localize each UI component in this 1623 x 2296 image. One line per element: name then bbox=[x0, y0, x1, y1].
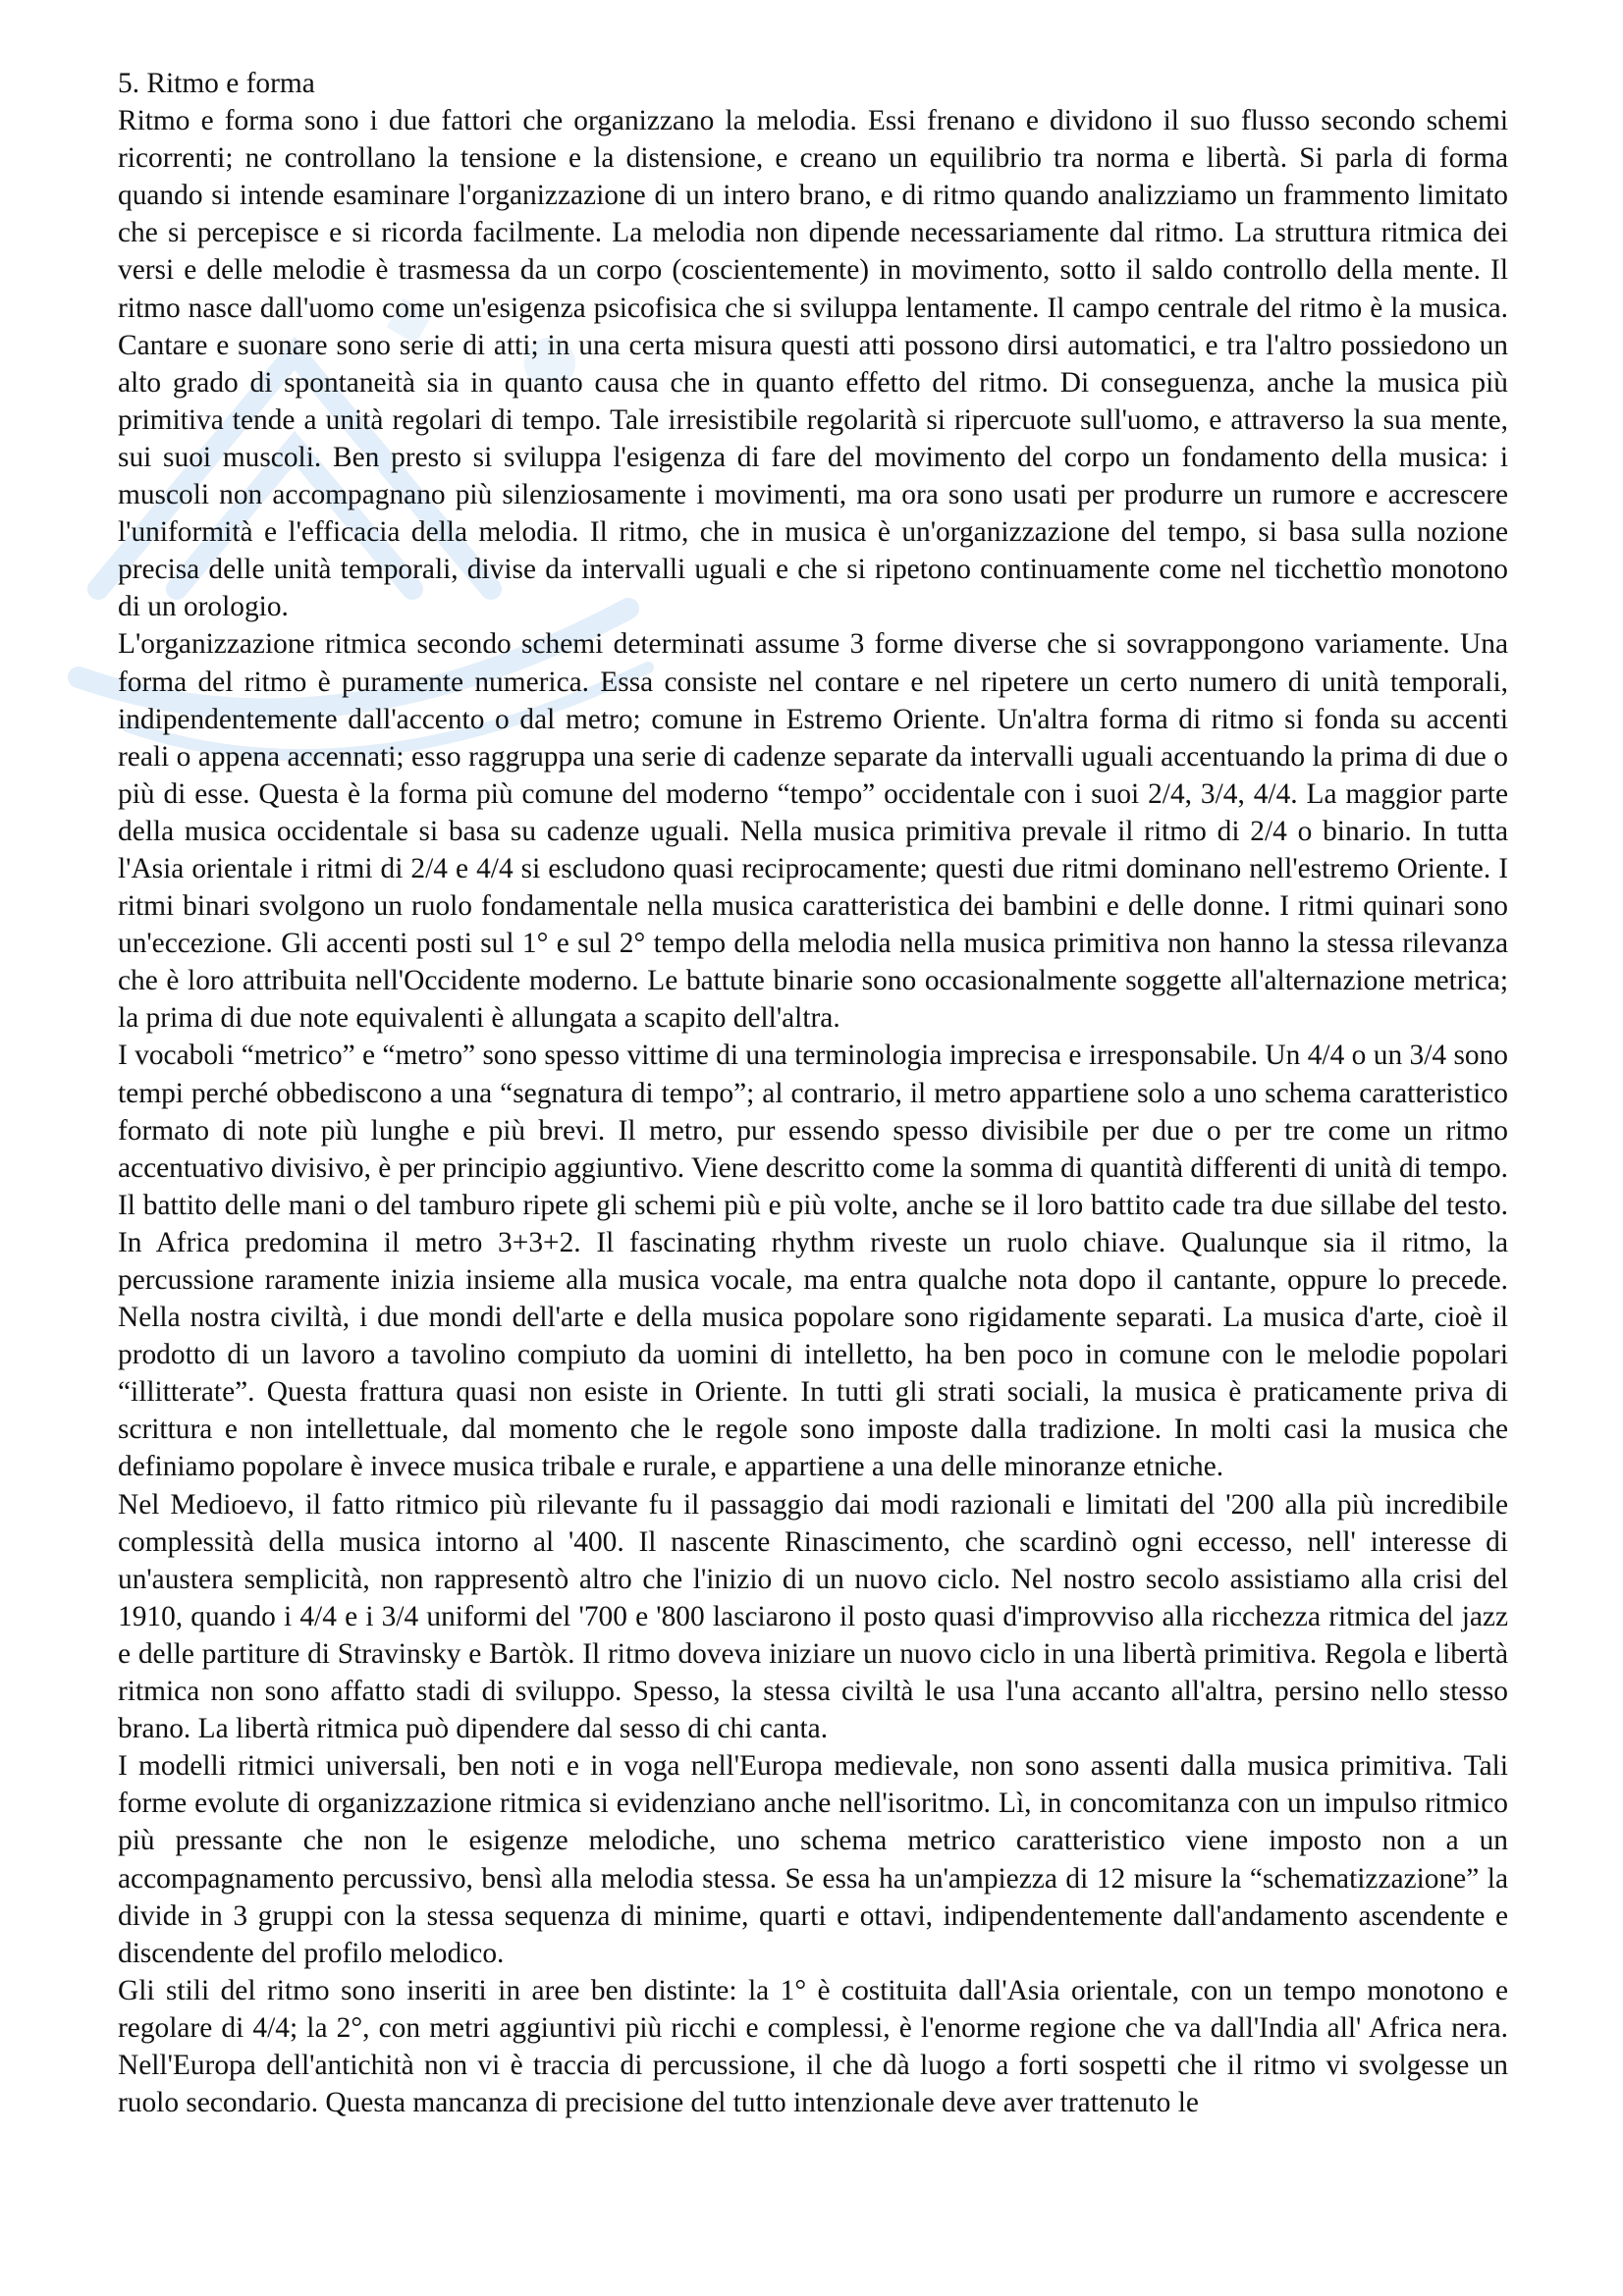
paragraph-rhythm-styles: Gli stili del ritmo sono inseriti in aree ben distinte: la 1° è costituita dall'Asia orientale, con un tempo monotono e regolare di 4/4; la 2°, con metri aggiuntivi più ricchi e complessi, è l'enorme regione che va dall'India all' Africa nera. Nell'Europa dell'antichità non vi è traccia di percussione, il che dà luogo a forti sospetti che il ritmo vi svolgesse un ruolo secondario. Questa mancanza di precisione del tutto intenzionale deve aver trattenuto le bbox=[118, 1974, 1508, 2119]
paragraph-rhythm-and-form: Ritmo e forma sono i due fattori che organizzano la melodia. Essi frenano e dividono il suo flusso secondo schemi ricorrenti; ne controllano la tensione e la distensione, e creano un equilibrio tra norma e libertà. Si parla di forma quando si intende esaminare l'organizzazione di un intero brano, e di ritmo quando analizziamo un frammento limitato che si percepisce e si ricorda facilmente. La melodia non dipende necessariamente dal ritmo. La struttura ritmica dei versi e delle melodie è trasmessa da un corpo (coscientemente) in movimento, sotto il saldo controllo della mente. Il ritmo nasce dall'uomo come un'esigenza psicofisica che si sviluppa lentamente. Il campo centrale del ritmo è la musica. Cantare e suonare sono serie di atti; in una certa misura questi atti possono dirsi automatici, e tra l'altro possiedono un alto grado di spontaneità sia in quanto causa che in quanto effetto del ritmo. Di conseguenza, anche la musica più primitiva tende a unità regolari di tempo. Tale irresistibile regolarità si ripercuote sull'uomo, e attraverso la sua mente, sui suoi muscoli. Ben presto si sviluppa l'esigenza di fare del movimento del corpo un fondamento della musica: i muscoli non accompagnano più silenziosamente i movimenti, ma ora sono usati per produrre un rumore e accrescere l'uniformità e l'efficacia della melodia. Il ritmo, che in musica è un'organizzazione del tempo, si basa sulla nozione precisa delle unità temporali, divise da intervalli uguali e che si ripetono continuamente come nel ticchettìo monotono di un orologio. bbox=[118, 105, 1508, 623]
paragraph-universal-models: I modelli ritmici universali, ben noti e in voga nell'Europa medievale, non sono assenti dalla musica primitiva. Tali forme evolute di organizzazione ritmica si evidenziano anche nell'isoritmo. Lì, in concomitanza con un impulso ritmico più pressante che non le esigenze melodiche, uno schema metrico caratteristico viene imposto non a un accompagnamento percussivo, bensì alla melodia stessa. Se essa ha un'ampiezza di 12 misure la “schematizzazione” la divide in 3 gruppi con la stessa sequenza di minime, quarti e ottavi, indipendentemente dall'andamento ascendente e discendente del profilo melodico. bbox=[118, 1750, 1508, 1969]
paragraph-rhythmic-organization: L'organizzazione ritmica secondo schemi determinati assume 3 forme diverse che si sovrappongono variamente. Una forma del ritmo è puramente numerica. Essa consiste nel contare e nel ripetere un certo numero di unità temporali, indipendentemente dall'accento o dal metro; comune in Estremo Oriente. Un'altra forma di ritmo si fonda su accenti reali o appena accennati; esso raggruppa una serie di cadenze separate da intervalli uguali accentuando la prima di due o più di esse. Questa è la forma più comune del moderno “tempo” occidentale con i suoi 2/4, 3/4, 4/4. La maggior parte della musica occidentale si basa su cadenze uguali. Nella musica primitiva prevale il ritmo di 2/4 o binario. In tutta l'Asia orientale i ritmi di 2/4 e 4/4 si escludono quasi reciprocamente; questi due ritmi dominano nell'estremo Oriente. I ritmi binari svolgono un ruolo fondamentale nella musica caratteristica dei bambini e delle donne. I ritmi quinari sono un'eccezione. Gli accenti posti sul 1° e sul 2° tempo della melodia nella musica primitiva non hanno la stessa rilevanza che è loro attribuita nell'Occidente moderno. Le battute binarie sono occasionalmente soggette all'alternazione metrica; la prima di due note equivalenti è allungata a scapito dell'altra. bbox=[118, 628, 1508, 1035]
document-body bbox=[118, 65, 1508, 2121]
paragraph-middle-ages: Nel Medioevo, il fatto ritmico più rilevante fu il passaggio dai modi razionali e limitati del '200 alla più incredibile complessità della musica intorno al '400. Il nascente Rinascimento, che scardinò ogni eccesso, nell' interesse di un'austera semplicità, non rappresentò altro che l'inizio di un nuovo ciclo. Nel nostro secolo assistiamo alla crisi del 1910, quando i 4/4 e i 3/4 uniformi del '700 e '800 lasciarono il posto quasi d'improvviso alla ricchezza ritmica del jazz e delle partiture di Stravinsky e Bartòk. Il ritmo doveva iniziare un nuovo ciclo in una libertà primitiva. Regola e libertà ritmica non sono affatto stadi di sviluppo. Spesso, la stessa civiltà le usa l'una accanto all'altra, persino nello stesso brano. La libertà ritmica può dipendere dal sesso di chi canta. bbox=[118, 1488, 1508, 1745]
section-heading: 5. Ritmo e forma bbox=[118, 68, 315, 99]
paragraph-metric-terminology: I vocaboli “metrico” e “metro” sono spesso vittime di una terminologia imprecisa e irresponsabile. Un 4/4 o un 3/4 sono tempi perché obbediscono a una “segnatura di tempo”; al contrario, il metro appartiene solo a uno schema caratteristico formato di note più lunghe e più brevi. Il metro, pur essendo spesso divisibile per due o per tre come un ritmo accentuativo divisivo, è per principio aggiuntivo. Viene descritto come la somma di quantità differenti di unità di tempo. Il battito delle mani o del tamburo ripete gli schemi più e più volte, anche se il loro battito cade tra due sillabe del testo. In Africa predomina il metro 3+3+2. Il fascinating rhythm riveste un ruolo chiave. Qualunque sia il ritmo, la percussione raramente inizia insieme alla musica vocale, ma entra qualche nota dopo il cantante, oppure lo precede. Nella nostra civiltà, i due mondi dell'arte e della musica popolare sono rigidamente separati. La musica d'arte, cioè il prodotto di un lavoro a tavolino compiuto da uomini di intelletto, ha ben poco in comune con le melodie popolari “illitterate”. Questa frattura quasi non esiste in Oriente. In tutti gli strati sociali, la musica è praticamente priva di scrittura e non intellettuale, dal momento che le regole sono imposte dalla tradizione. In molti casi la musica che definiamo popolare è invece musica tribale e rurale, e appartiene a una delle minoranze etniche. bbox=[118, 1040, 1508, 1483]
